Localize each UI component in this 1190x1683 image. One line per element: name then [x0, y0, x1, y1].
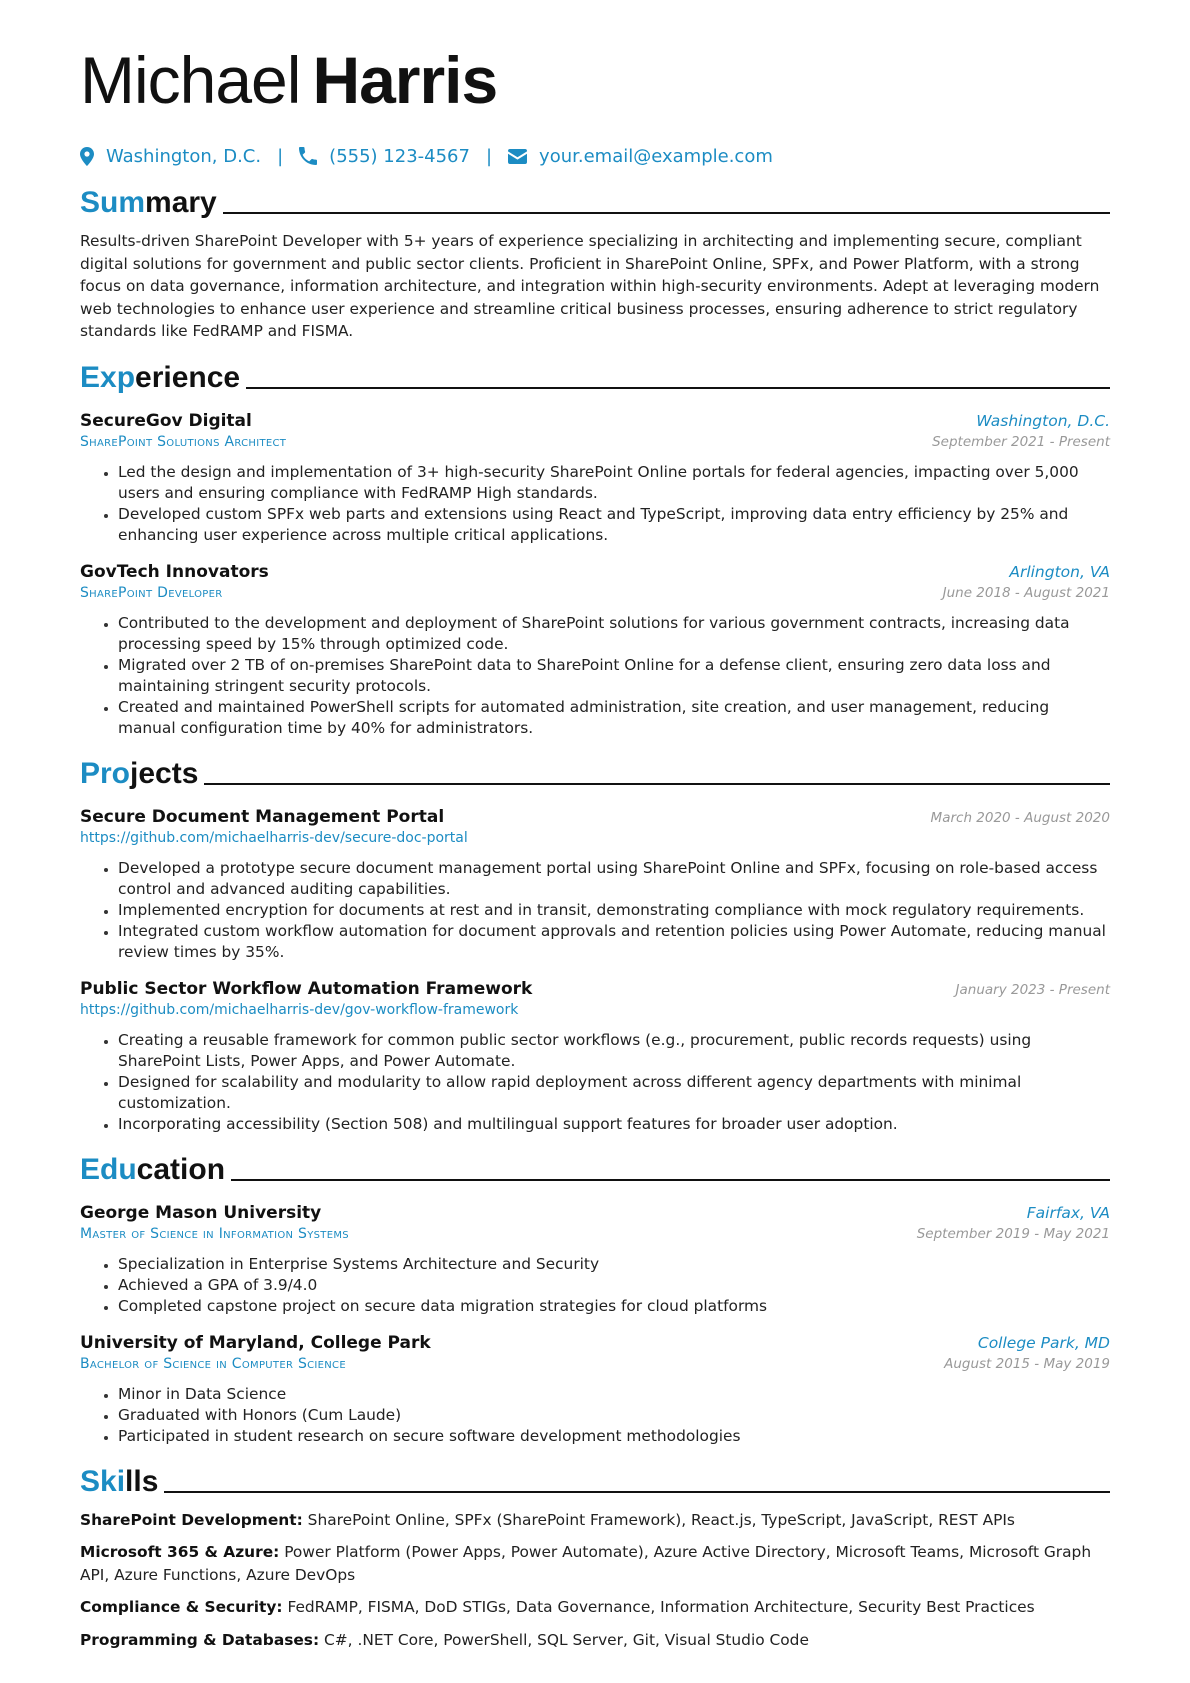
bullet-item: • Developed a prototype secure document management portal using SharePoint Online and SPFx, focusing on role-based access control and advanced auditing capabilities.	[118, 858, 1110, 900]
contact-separator: |	[277, 145, 284, 167]
bullet-item: • Created and maintained PowerShell scripts for automated administration, site creation, and user management, reducing manual configuration time by 40% for administrators.	[118, 697, 1110, 739]
section-rule	[223, 212, 1110, 214]
skill-values: C#, .NET Core, PowerShell, SQL Server, Git, Visual Studio Code	[324, 1630, 809, 1649]
section-rule	[164, 1491, 1110, 1493]
bullet-list	[80, 462, 1110, 546]
section-header	[80, 355, 1110, 395]
school-name: University of Maryland, College Park	[80, 1332, 431, 1353]
entry-location: Arlington, VA	[1009, 562, 1110, 581]
bullet-item: • Completed capstone project on secure data migration strategies for cloud platforms	[118, 1296, 1110, 1317]
section-title: Skills	[80, 1464, 159, 1498]
entry-location: Fairfax, VA	[1026, 1203, 1110, 1222]
contact-email[interactable]	[508, 146, 773, 167]
bullet-item: • Led the design and implementation of 3+ high-security SharePoint Online portals for federal agencies, impacting over 5,000 users and ensuring compliance with FedRAMP High standards.	[118, 462, 1110, 504]
bullet-item: • Participated in student research on secure software development methodologies	[118, 1426, 1110, 1447]
entry-date: June 2018 - August 2021	[942, 584, 1110, 601]
contact-bar	[80, 142, 1110, 170]
project-name: Public Sector Workflow Automation Framework	[80, 978, 533, 999]
contact-phone[interactable]	[299, 146, 470, 167]
section-rule	[246, 387, 1110, 389]
bullet-item: • Contributed to the development and deployment of SharePoint solutions for various government contracts, increasing data processing speed by 15% through optimized code.	[118, 613, 1110, 655]
bullet-item: • Specialization in Enterprise Systems Architecture and Security	[118, 1254, 1110, 1275]
entry-date: September 2019 - May 2021	[916, 1225, 1110, 1242]
skill-values: FedRAMP, FISMA, DoD STIGs, Data Governance, Information Architecture, Security Best Practices	[287, 1598, 1035, 1616]
section-rule	[204, 783, 1110, 785]
entry-location: Washington, D.C.	[976, 411, 1110, 430]
email-text: your.email@example.com	[539, 145, 773, 167]
school-name: George Mason University	[80, 1202, 322, 1223]
entry-date: September 2021 - Present	[932, 433, 1110, 450]
skill-row	[80, 1629, 1110, 1652]
degree-title: Master of Science in Information Systems	[80, 1225, 349, 1242]
contact-separator: |	[485, 145, 493, 167]
experience-entry	[80, 411, 1110, 546]
education-section	[80, 1147, 1110, 1447]
projects-section	[80, 751, 1110, 1135]
map-marker-icon	[80, 147, 94, 166]
skill-row	[80, 1596, 1110, 1619]
skills-list	[80, 1509, 1110, 1652]
section-title: Education	[80, 1152, 226, 1186]
bullet-list	[80, 613, 1110, 739]
skill-values: Power Platform (Power Apps, Power Automate), Azure Active Directory, Microsoft Teams, Microsoft Graph API, Azure Functions, Azure DevOps	[80, 1543, 1092, 1584]
skill-category: Compliance & Security:	[80, 1598, 283, 1616]
phone-icon	[299, 147, 317, 165]
section-header	[80, 751, 1110, 791]
skill-category: Programming & Databases:	[80, 1630, 320, 1649]
contact-location	[80, 146, 261, 167]
bullet-item: • Designed for scalability and modularity to allow rapid deployment across different agency departments with minimal customization.	[118, 1072, 1110, 1114]
degree-title: Bachelor of Science in Computer Science	[80, 1355, 346, 1372]
experience-entry	[80, 562, 1110, 739]
entry-date: March 2020 - August 2020	[930, 809, 1110, 826]
envelope-icon	[508, 149, 527, 164]
section-header	[80, 1147, 1110, 1187]
skill-row	[80, 1509, 1110, 1532]
skill-row	[80, 1541, 1110, 1586]
bullet-item: • Implemented encryption for documents at rest and in transit, demonstrating compliance with mock regulatory requirements.	[118, 900, 1110, 921]
resume-name	[80, 40, 1110, 120]
project-link[interactable]: https://github.com/michaelharris-dev/secure-doc-portal	[80, 829, 468, 846]
bullet-item: • Integrated custom workflow automation for document approvals and retention policies using Power Automate, reducing manual review times by 35%.	[118, 921, 1110, 963]
section-title: Summary	[80, 186, 217, 219]
section-rule	[231, 1179, 1110, 1181]
employer-name: GovTech Innovators	[80, 561, 269, 582]
bullet-list	[80, 858, 1110, 963]
skill-category: SharePoint Development:	[80, 1510, 303, 1529]
education-entry	[80, 1333, 1110, 1447]
summary-section	[80, 180, 1110, 343]
phone-text: (555) 123-4567	[329, 145, 470, 167]
bullet-item: • Developed custom SPFx web parts and extensions using React and TypeScript, improving data entry efficiency by 25% and enhancing user experience across multiple critical applications.	[118, 504, 1110, 546]
skill-category: Microsoft 365 & Azure:	[80, 1543, 280, 1561]
bullet-item: • Creating a reusable framework for common public sector workflows (e.g., procurement, public records requests) using SharePoint Lists, Power Apps, and Power Automate.	[118, 1030, 1110, 1072]
bullet-list	[80, 1384, 1110, 1447]
entry-date: January 2023 - Present	[955, 981, 1110, 998]
summary-text: Results-driven SharePoint Developer with 5+ years of experience specializing in architecting and implementing secure, compliant digital solutions for government and public sector clients. Proficient in SharePoint Online, SPFx, and Power Platform, with a strong focus on data governance, information architecture, and integration within high-security environments. Adept at leveraging modern web technologies to enhance user experience and streamline critical business processes, ensuring adherence to strict regulatory standards like FedRAMP and FISMA.	[80, 232, 1100, 340]
project-link[interactable]: https://github.com/michaelharris-dev/gov-workflow-framework	[80, 1001, 519, 1018]
bullet-item: • Incorporating accessibility (Section 508) and multilingual support features for broader user adoption.	[118, 1114, 1110, 1135]
job-title: SharePoint Developer	[80, 584, 223, 601]
section-header	[80, 1459, 1110, 1499]
last-name: Harris	[312, 43, 498, 117]
bullet-list	[80, 1254, 1110, 1317]
section-title: Projects	[80, 756, 199, 790]
project-entry	[80, 979, 1110, 1135]
job-title: SharePoint Solutions Architect	[80, 433, 287, 450]
entry-location: College Park, MD	[977, 1333, 1110, 1352]
experience-section	[80, 355, 1110, 739]
bullet-item: • Minor in Data Science	[118, 1384, 1110, 1405]
section-header	[80, 180, 1110, 220]
bullet-item: • Graduated with Honors (Cum Laude)	[118, 1405, 1110, 1426]
project-entry	[80, 807, 1110, 963]
section-title: Experience	[80, 360, 241, 394]
project-name: Secure Document Management Portal	[80, 806, 445, 827]
skill-values: SharePoint Online, SPFx (SharePoint Framework), React.js, TypeScript, JavaScript, REST APIs	[307, 1510, 1015, 1529]
skills-section	[80, 1459, 1110, 1652]
employer-name: SecureGov Digital	[80, 410, 252, 431]
bullet-list	[80, 1030, 1110, 1135]
education-entry	[80, 1203, 1110, 1317]
entry-date: August 2015 - May 2019	[944, 1355, 1110, 1372]
bullet-item: • Achieved a GPA of 3.9/4.0	[118, 1275, 1110, 1296]
location-text: Washington, D.C.	[106, 145, 262, 167]
first-name: Michael	[80, 43, 301, 117]
bullet-item: • Migrated over 2 TB of on-premises SharePoint data to SharePoint Online for a defense client, ensuring zero data loss and maintaining stringent security protocols.	[118, 655, 1110, 697]
